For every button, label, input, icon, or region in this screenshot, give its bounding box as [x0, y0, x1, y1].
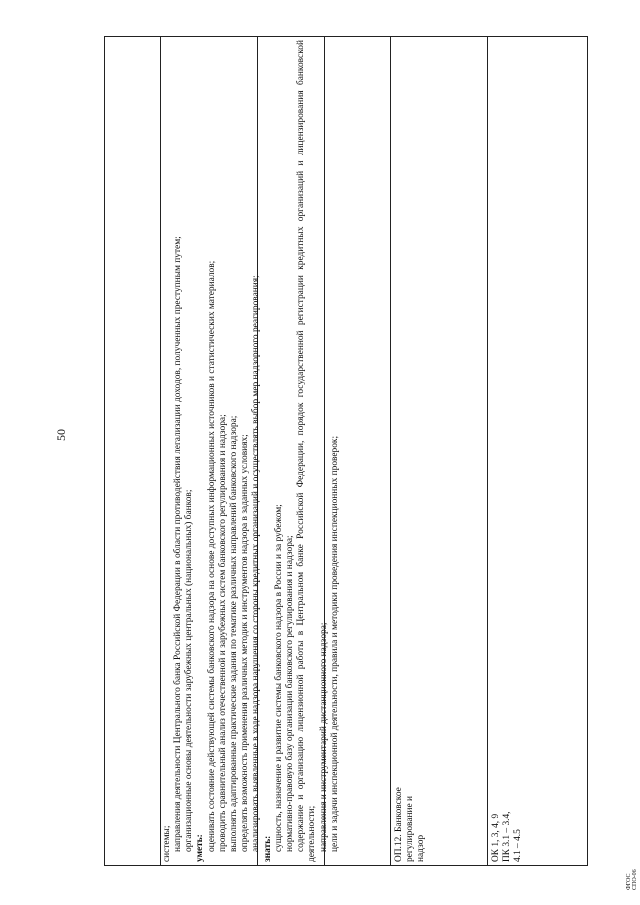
content-paragraph: направления деятельности Центрального банка Российской Федерации в области противодействия легализации доходов, полученных преступным путем; — [172, 236, 183, 852]
discipline-cell — [391, 37, 488, 865]
competency-codes: ОК 1, 3, 4, 9 — [490, 813, 501, 862]
content-paragraph: направления и инструментарий дистанционного надзора; — [318, 622, 329, 852]
competency-codes: 4.1 – 4.5 — [512, 829, 523, 862]
content-paragraph: анализировать выявленные в ходе надзора нарушения со стороны кредитных организаций и осуществлять выбор мер надзорного реагирования; — [251, 275, 262, 852]
index-cell — [105, 37, 161, 865]
content-paragraph: нормативно-правовую базу организации банковского регулирования и надзора; — [284, 535, 295, 852]
hours-cell — [258, 37, 326, 865]
content-paragraph: проводить сравнительный анализ отечественной и зарубежных систем банковского регулирования и надзора; — [217, 414, 228, 852]
content-cell — [161, 37, 340, 865]
footer-code: ФГОС СПО-06 — [626, 869, 638, 890]
content-paragraph: оценивать состояние действующей системы банковского надзора на основе доступных информационных источников и статистических материалов; — [206, 260, 217, 852]
section-heading-skills: уметь: — [195, 834, 206, 862]
discipline-name: ОП.12. Банковское — [394, 787, 405, 862]
content-paragraph: цели и задачи инспекционной деятельности, правила и методики проведения инспекционных проверок; — [329, 435, 340, 852]
discipline-name: надзор — [416, 834, 427, 862]
content-paragraph: содержание и организацию лицензионной работы в Центральном банке Российской Федерации, порядок государственной регистрации кредитных организаций и лицензирования банковской деятельности; — [296, 40, 318, 862]
content-paragraph: определять возможность применения различных методик и инструментов надзора в заданных условиях; — [240, 434, 251, 852]
discipline-name: регулирование и — [405, 795, 416, 862]
page-number: 50 — [54, 429, 68, 441]
content-paragraph: организационные основы деятельности зарубежных центральных (национальных) банков; — [184, 489, 195, 852]
curriculum-table — [104, 36, 588, 866]
competency-codes: ПК 3.1 – 3.4, — [501, 811, 512, 862]
lesson-cell — [325, 37, 391, 865]
content-paragraph: системы; — [161, 825, 172, 862]
content-paragraph: выполнять адаптированные практические задания по тематике различных направлений банковского надзора; — [228, 415, 239, 852]
content-paragraph: сущность, назначение и развитие системы банковского надзора в России и за рубежом; — [273, 504, 284, 852]
section-heading-knowledge: знать: — [262, 835, 273, 862]
competencies-cell — [488, 37, 587, 865]
